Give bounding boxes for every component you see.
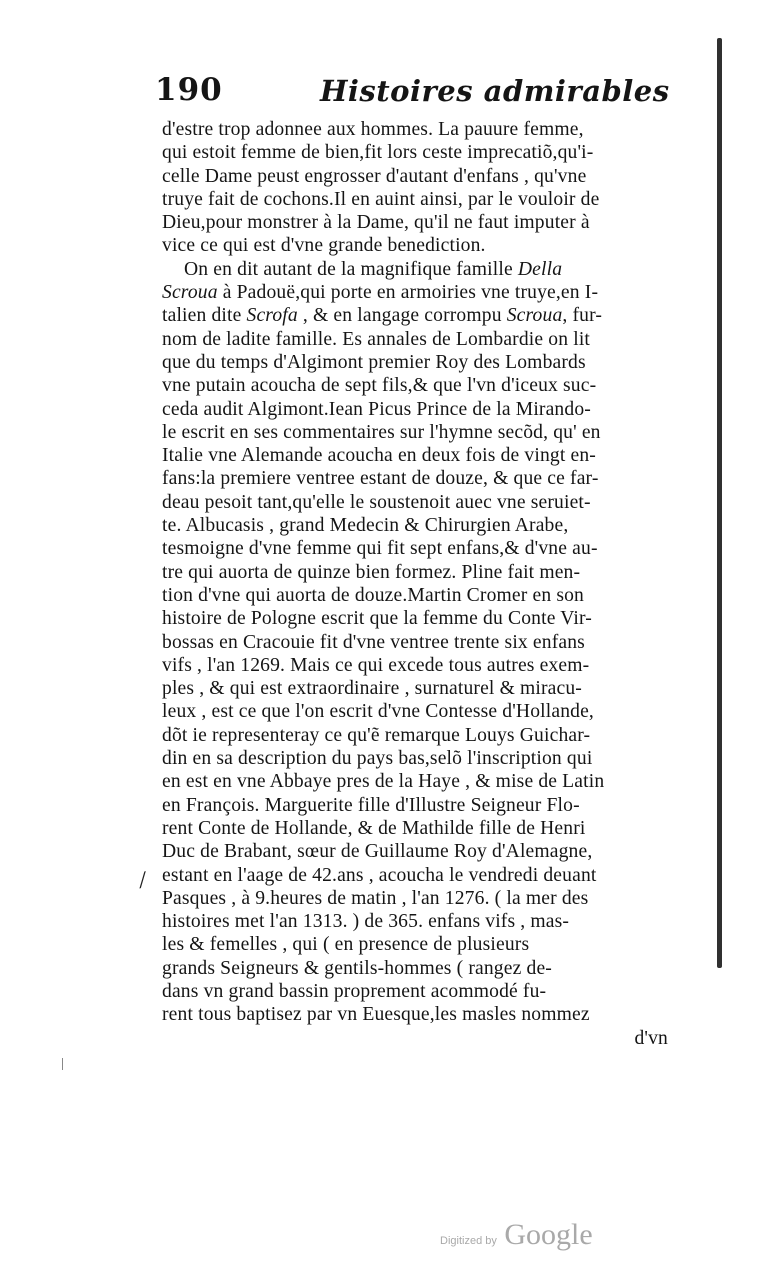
text-line xyxy=(162,514,672,537)
text-run: deau pesoit tant,qu'elle le soustenoit auec vne seruiet- xyxy=(162,491,591,513)
text-line xyxy=(162,398,672,421)
text-line xyxy=(162,700,672,723)
text-run: tion d'vne qui auorta de douze.Martin Cromer en son xyxy=(162,584,584,606)
text-run: ples , & qui est extraordinaire , surnaturel & miracu- xyxy=(162,678,582,700)
text-run: talien dite xyxy=(162,305,247,327)
italic-word: Scrofa xyxy=(246,305,298,327)
text-line xyxy=(162,864,672,887)
page-header xyxy=(155,72,675,122)
digitization-watermark xyxy=(440,1218,593,1252)
text-line xyxy=(162,933,672,956)
page-edge-shadow xyxy=(717,38,722,968)
text-line xyxy=(162,887,672,910)
text-run: Duc de Brabant, sœur de Guillaume Roy d'Alemagne, xyxy=(162,841,593,863)
text-line xyxy=(162,840,672,863)
text-line xyxy=(162,957,672,980)
text-run: d'vn xyxy=(634,1027,668,1049)
watermark-prefix: Digitized by xyxy=(440,1235,497,1247)
text-run: ceda audit Algimont.Iean Picus Prince de la Mirando- xyxy=(162,398,591,420)
text-run: fans:la premiere ventree estant de douze, & que ce far- xyxy=(162,468,599,490)
text-run: leux , est ce que l'on escrit d'vne Contesse d'Hollande, xyxy=(162,701,594,723)
text-line xyxy=(162,165,672,188)
text-line xyxy=(162,770,672,793)
text-line xyxy=(162,351,672,374)
text-run: Pasques , à 9.heures de matin , l'an 1276. ( la mer des xyxy=(162,887,589,909)
text-run: te. Albucasis , grand Medecin & Chirurgien Arabe, xyxy=(162,515,569,537)
text-run: dõt ie representeray ce qu'ẽ remarque Louys Guichar- xyxy=(162,724,591,746)
text-line xyxy=(162,304,672,327)
text-run: din en sa description du pays bas,selõ l'inscription qui xyxy=(162,748,593,770)
text-line xyxy=(162,910,672,933)
catchword xyxy=(162,1027,672,1050)
text-line xyxy=(162,444,672,467)
page-number: 190 xyxy=(155,72,223,108)
text-line xyxy=(162,491,672,514)
text-line xyxy=(162,234,672,257)
italic-word: Scroua xyxy=(162,282,218,304)
text-line xyxy=(162,258,672,281)
text-line xyxy=(162,141,672,164)
text-line xyxy=(162,118,672,141)
italic-word: Scroua xyxy=(506,305,563,327)
text-run: dans vn grand bassin proprement acommodé fu- xyxy=(162,980,547,1002)
text-run: truye fait de cochons.Il en auint ainsi, par le vouloir de xyxy=(162,188,600,210)
text-run: nom de ladite famille. Es annales de Lombardie on lit xyxy=(162,328,591,350)
text-line xyxy=(162,747,672,770)
text-run: d'estre trop adonnee aux hommes. La pauure femme, xyxy=(162,119,584,140)
text-run: grands Seigneurs & gentils-hommes ( rangez de- xyxy=(162,957,552,979)
text-run: rent tous baptisez par vn Euesque,les masles nommez xyxy=(162,1004,590,1026)
text-line xyxy=(162,654,672,677)
text-run: les & femelles , qui ( en presence de plusieurs xyxy=(162,934,530,956)
text-run: en François. Marguerite fille d'Illustre Seigneur Flo- xyxy=(162,794,580,816)
text-run: Italie vne Alemande acoucha en deux fois de vingt en- xyxy=(162,445,596,467)
text-line xyxy=(162,188,672,211)
text-run: On en dit autant de la magnifique famille xyxy=(184,258,518,280)
text-line xyxy=(162,374,672,397)
text-line xyxy=(162,328,672,351)
text-line xyxy=(162,421,672,444)
text-run: bossas en Cracouie fit d'vne ventree trente six enfans xyxy=(162,631,585,653)
text-run: rent Conte de Hollande, & de Mathilde fille de Henri xyxy=(162,817,586,839)
margin-annotation-mark: ⁄ xyxy=(137,867,148,893)
text-run: vice ce qui est d'vne grande benediction. xyxy=(162,235,486,257)
text-run: histoire de Pologne escrit que la femme du Conte Vir- xyxy=(162,608,592,630)
text-line xyxy=(162,1003,672,1026)
text-run: celle Dame peust engrosser d'autant d'enfans , qu'vne xyxy=(162,165,587,187)
text-line xyxy=(162,724,672,747)
text-run: histoires met l'an 1313. ) de 365. enfans vifs , mas- xyxy=(162,911,570,933)
text-line xyxy=(162,537,672,560)
text-run: le escrit en ses commentaires sur l'hymne secõd, qu' en xyxy=(162,421,601,443)
text-line xyxy=(162,467,672,490)
text-run: tre qui auorta de quinze bien formez. Pline fait men- xyxy=(162,561,581,583)
text-run: vifs , l'an 1269. Mais ce qui excede tous autres exem- xyxy=(162,654,590,676)
text-line xyxy=(162,980,672,1003)
running-title: Histoires admirables xyxy=(320,74,670,108)
text-run: estant en l'aage de 42.ans , acoucha le vendredi deuant xyxy=(162,864,597,886)
text-line xyxy=(162,677,672,700)
text-line xyxy=(162,561,672,584)
text-run: qui estoit femme de bien,fit lors ceste imprecatiõ,qu'i- xyxy=(162,142,594,164)
text-run: en est en vne Abbaye pres de la Haye , & mise de Latin xyxy=(162,771,605,793)
text-run: tesmoigne d'vne femme qui fit sept enfans,& d'vne au- xyxy=(162,538,598,560)
text-run: à Padouë,qui porte en armoiries vne truye,en I- xyxy=(217,282,599,304)
text-run: vne putain acoucha de sept fils,& que l'vn d'iceux suc- xyxy=(162,375,597,397)
text-line xyxy=(162,817,672,840)
text-run: , fur- xyxy=(562,305,603,327)
text-line xyxy=(162,794,672,817)
margin-tick xyxy=(62,1058,63,1070)
watermark-brand: Google xyxy=(504,1218,593,1251)
text-line xyxy=(162,607,672,630)
body-text xyxy=(162,118,672,1050)
text-run: , & en langage corrompu xyxy=(297,305,507,327)
text-line xyxy=(162,281,672,304)
text-line xyxy=(162,631,672,654)
text-run: Dieu,pour monstrer à la Dame, qu'il ne faut imputer à xyxy=(162,212,590,234)
text-line xyxy=(162,211,672,234)
text-run: que du temps d'Algimont premier Roy des Lombards xyxy=(162,351,586,373)
text-line xyxy=(162,584,672,607)
italic-word: Della xyxy=(517,258,563,280)
